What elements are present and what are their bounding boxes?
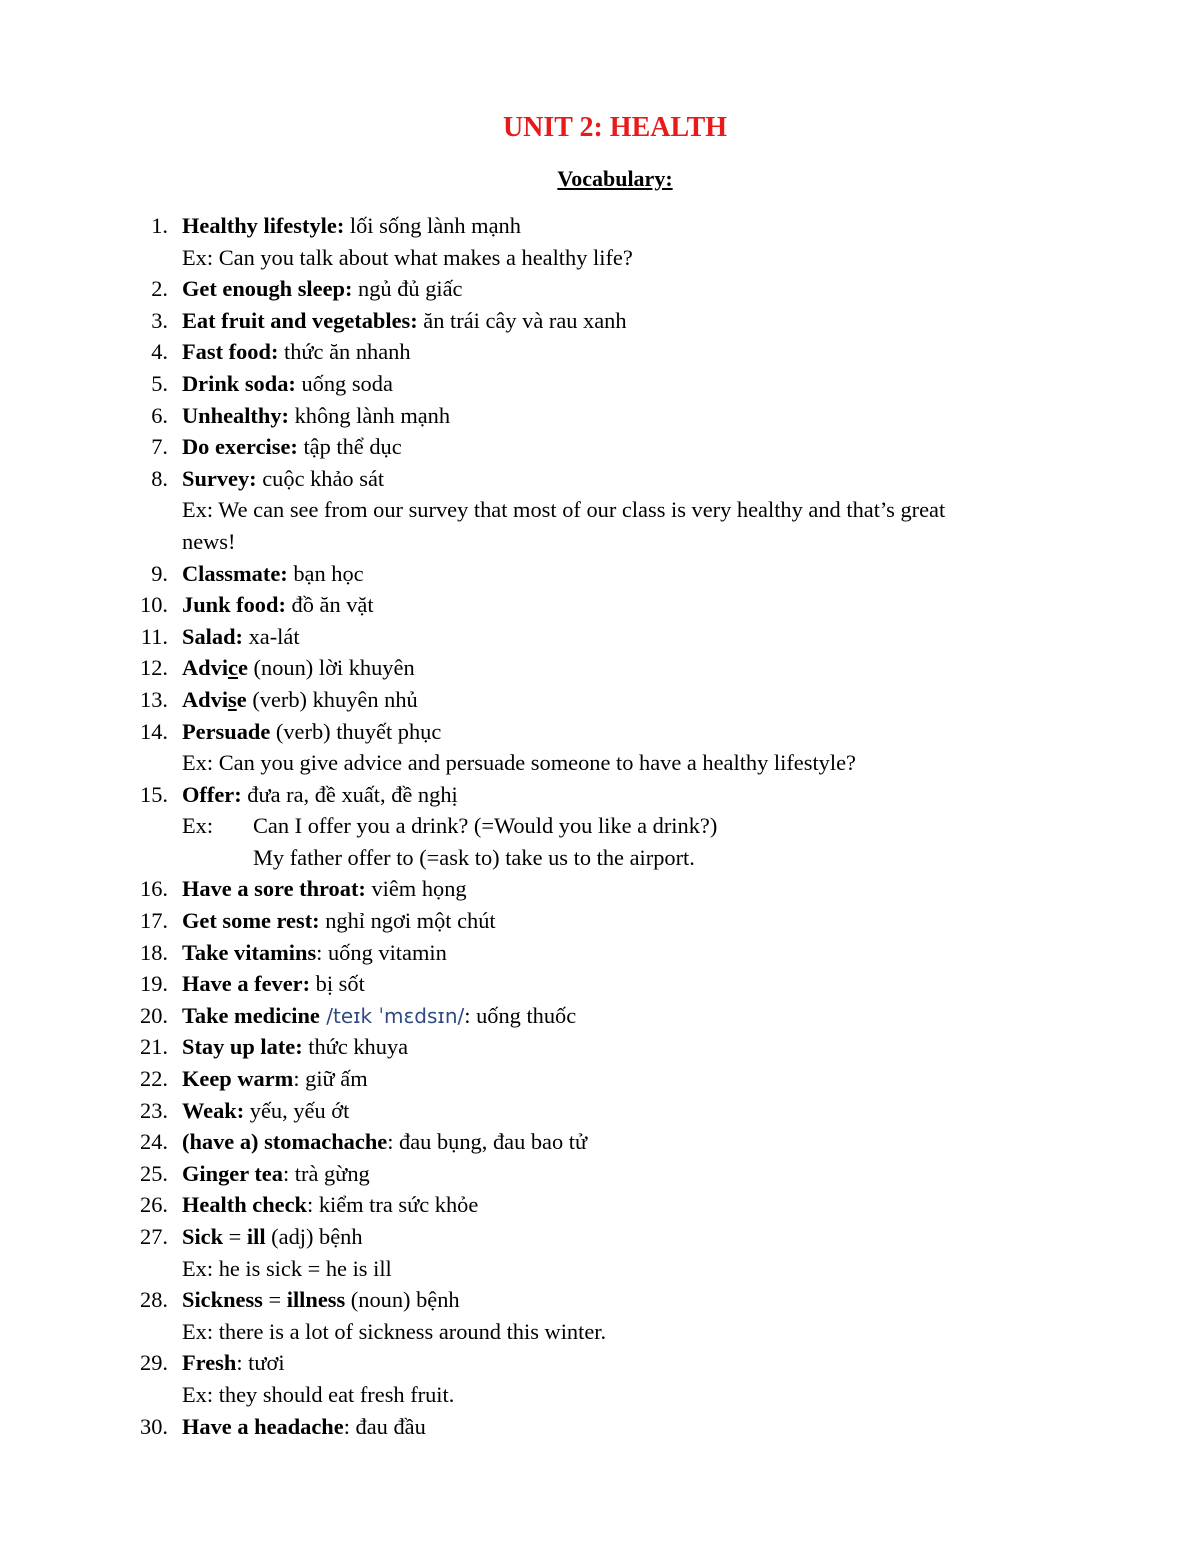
- item-synonym: ill: [246, 1224, 266, 1249]
- list-item: [0, 1031, 1200, 1063]
- item-number: 23.: [140, 1097, 168, 1123]
- item-number: 11.: [140, 623, 168, 649]
- item-meaning: (verb) thuyết phục: [270, 718, 442, 744]
- item-meaning: ăn trái cây và rau xanh: [417, 307, 627, 333]
- example-line: [0, 810, 1200, 842]
- item-term: Classmate:: [182, 560, 288, 586]
- item-meaning: ngủ đủ giấc: [352, 276, 463, 302]
- item-meaning: thức khuya: [302, 1034, 409, 1060]
- example-line: [0, 842, 1200, 874]
- list-item: [0, 1411, 1200, 1443]
- item-number: 8.: [151, 465, 168, 491]
- list-item: [0, 1158, 1200, 1190]
- section-heading: Vocabulary:: [557, 166, 673, 191]
- item-term: (have a) stomachache: [182, 1129, 388, 1155]
- item-meaning: cuộc khảo sát: [256, 465, 385, 491]
- item-term: Sickness: [182, 1287, 263, 1313]
- item-term: Junk food:: [182, 592, 286, 618]
- example-line: [0, 526, 1200, 558]
- item-number: 19.: [140, 971, 168, 997]
- list-item: [0, 589, 1200, 621]
- item-term: Have a sore throat:: [182, 876, 366, 902]
- item-number: 6.: [151, 402, 168, 428]
- item-term: Fresh: [182, 1350, 237, 1376]
- list-item: [0, 305, 1200, 337]
- list-item: [0, 779, 1200, 811]
- item-meaning: đưa ra, đề xuất, đề nghị: [241, 781, 458, 807]
- item-meaning: tập thể dục: [297, 434, 402, 460]
- list-item: [0, 210, 1200, 242]
- item-term: Get some rest:: [182, 908, 320, 934]
- item-term: Healthy lifestyle:: [182, 213, 345, 238]
- list-item: [0, 684, 1200, 716]
- item-term: Weak:: [182, 1097, 245, 1123]
- item-meaning: xa-lát: [242, 623, 300, 649]
- item-meaning: bạn học: [287, 560, 364, 586]
- item-number: 28.: [140, 1287, 168, 1313]
- item-term: Unhealthy:: [182, 402, 289, 428]
- item-meaning: : kiểm tra sức khỏe: [307, 1192, 479, 1218]
- item-term: Get enough sleep:: [182, 276, 353, 302]
- list-item: [0, 273, 1200, 305]
- list-item: [0, 1000, 1200, 1032]
- list-item: [0, 652, 1200, 684]
- list-item: [0, 1284, 1200, 1316]
- item-term: Offer:: [182, 781, 242, 807]
- item-term: Persuade: [182, 718, 271, 744]
- item-number: 14.: [140, 718, 168, 744]
- item-term: Stay up late:: [182, 1034, 303, 1060]
- example-line: [0, 1253, 1200, 1285]
- equals-sign: =: [262, 1287, 287, 1313]
- item-meaning: (noun) bệnh: [345, 1287, 460, 1313]
- equals-sign: =: [223, 1224, 247, 1249]
- item-term: Survey:: [182, 465, 257, 491]
- item-meaning: : uống thuốc: [464, 1002, 577, 1028]
- item-number: 18.: [140, 939, 168, 965]
- item-number: 30.: [140, 1413, 168, 1439]
- example-text: Can I offer you a drink? (=Would you like a drink?): [253, 813, 718, 839]
- list-item: [0, 968, 1200, 1000]
- item-term: Fast food:: [182, 339, 279, 365]
- list-item: [0, 368, 1200, 400]
- item-number: 12.: [140, 655, 168, 681]
- item-number: 22.: [140, 1066, 168, 1092]
- item-term: Advice: [182, 655, 248, 681]
- item-number: 17.: [140, 908, 168, 934]
- item-meaning: viêm họng: [365, 876, 467, 902]
- example-text: My father offer to (=ask to) take us to the airport.: [253, 844, 695, 870]
- item-term: Salad:: [182, 623, 243, 649]
- list-item: [0, 716, 1200, 748]
- item-term: Drink soda:: [182, 370, 296, 396]
- item-number: 13.: [140, 686, 168, 712]
- list-item: [0, 1221, 1200, 1253]
- item-number: 15.: [140, 781, 168, 807]
- item-number: 16.: [140, 876, 168, 902]
- list-item: [0, 463, 1200, 495]
- item-meaning: : đau bụng, đau bao tử: [387, 1129, 588, 1155]
- item-number: 1.: [151, 213, 168, 238]
- list-item: [0, 937, 1200, 969]
- example-line: [0, 1379, 1200, 1411]
- list-item: [0, 400, 1200, 432]
- list-item: [0, 621, 1200, 653]
- example-line: [0, 1316, 1200, 1348]
- page-title: UNIT 2: HEALTH: [502, 112, 728, 143]
- example-text: Ex: he is sick = he is ill: [182, 1255, 392, 1281]
- example-line: [0, 494, 1200, 526]
- item-term: Have a headache: [182, 1413, 344, 1439]
- item-meaning: (adj) bệnh: [265, 1224, 363, 1249]
- example-line: [0, 242, 1200, 274]
- item-number: 29.: [140, 1350, 168, 1376]
- item-number: 5.: [151, 370, 168, 396]
- vocabulary-list: [0, 210, 1200, 1442]
- item-term: Eat fruit and vegetables:: [182, 307, 418, 333]
- item-meaning: : đau đầu: [343, 1413, 426, 1439]
- example-line: [0, 747, 1200, 779]
- item-meaning: đồ ăn vặt: [285, 592, 374, 618]
- example-text: news!: [182, 528, 236, 554]
- item-term: Keep warm: [182, 1066, 294, 1092]
- example-text: Ex: We can see from our survey that most of our class is very healthy and that’s great: [182, 497, 946, 523]
- list-item: [0, 1126, 1200, 1158]
- item-meaning: : uống vitamin: [316, 939, 447, 965]
- example-text: Ex: Can you give advice and persuade someone to have a healthy lifestyle?: [182, 750, 856, 776]
- item-term: Take medicine: [182, 1002, 320, 1028]
- item-meaning: nghỉ ngơi một chút: [319, 908, 496, 934]
- item-meaning: yếu, yếu ớt: [244, 1097, 350, 1123]
- item-meaning: (verb) khuyên nhủ: [246, 686, 418, 712]
- list-item: [0, 558, 1200, 590]
- item-term: Take vitamins: [182, 939, 317, 965]
- item-synonym: illness: [286, 1287, 346, 1313]
- item-number: 20.: [140, 1002, 168, 1028]
- item-number: 2.: [151, 276, 168, 302]
- ipa-transcription: /teɪk ˈmɛdsɪn/: [319, 1003, 465, 1028]
- example-label: Ex:: [182, 813, 214, 839]
- list-item: [0, 873, 1200, 905]
- item-number: 10.: [140, 592, 168, 618]
- item-meaning: thức ăn nhanh: [278, 339, 411, 365]
- item-meaning: lối sống lành mạnh: [344, 213, 521, 238]
- list-item: [0, 1095, 1200, 1127]
- list-item: [0, 431, 1200, 463]
- list-item: [0, 1189, 1200, 1221]
- item-meaning: uống soda: [295, 370, 393, 396]
- item-number: 9.: [151, 560, 168, 586]
- example-text: Ex: they should eat fresh fruit.: [182, 1381, 455, 1407]
- underlined-letter: c: [228, 655, 238, 681]
- item-number: 3.: [151, 307, 168, 333]
- item-term: Do exercise:: [182, 434, 298, 460]
- item-number: 26.: [140, 1192, 168, 1218]
- list-item: [0, 1063, 1200, 1095]
- list-item: [0, 1347, 1200, 1379]
- item-meaning: (noun) lời khuyên: [247, 655, 415, 681]
- item-number: 21.: [140, 1034, 168, 1060]
- item-number: 27.: [140, 1224, 168, 1249]
- item-term: Health check: [182, 1192, 307, 1218]
- item-meaning: : tươi: [236, 1350, 285, 1376]
- item-meaning: : giữ ấm: [293, 1066, 368, 1092]
- underlined-letter: s: [228, 686, 237, 712]
- item-term: Advise: [182, 686, 247, 712]
- item-term: Have a fever:: [182, 971, 311, 997]
- item-number: 7.: [151, 434, 168, 460]
- list-item: [0, 905, 1200, 937]
- item-meaning: : trà gừng: [282, 1160, 370, 1186]
- item-meaning: không lành mạnh: [289, 402, 451, 428]
- list-item: [0, 336, 1200, 368]
- item-number: 4.: [151, 339, 168, 365]
- item-term: Sick: [182, 1224, 224, 1249]
- item-number: 25.: [140, 1160, 168, 1186]
- example-text: Ex: Can you talk about what makes a healthy life?: [182, 244, 633, 270]
- item-meaning: bị sốt: [310, 971, 365, 997]
- item-number: 24.: [140, 1129, 168, 1155]
- item-term: Ginger tea: [182, 1160, 283, 1186]
- example-text: Ex: there is a lot of sickness around this winter.: [182, 1318, 607, 1344]
